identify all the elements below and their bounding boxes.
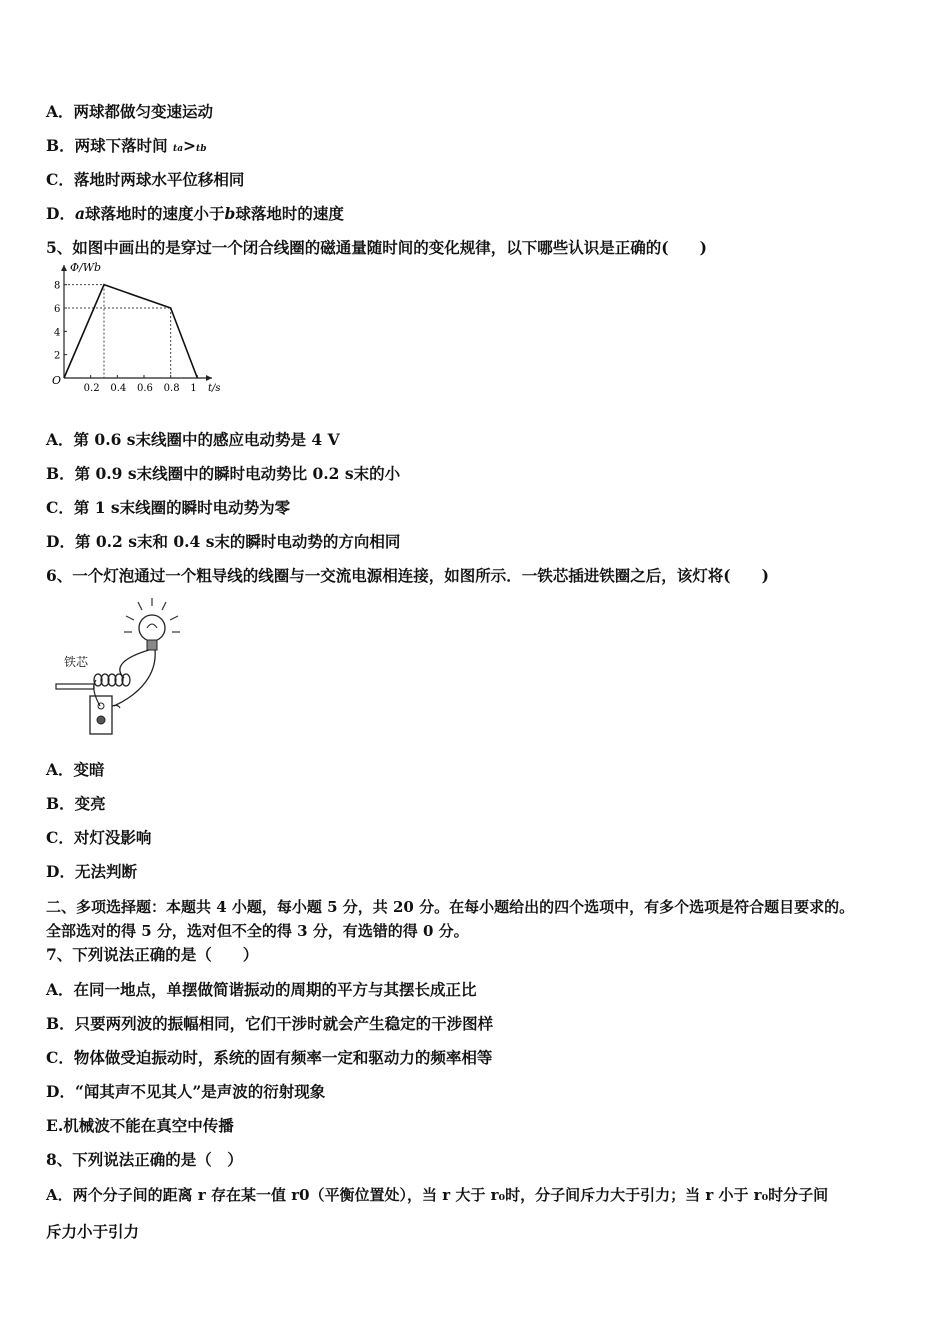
q4-option-b: B．两球下落时间 ta>tb	[46, 136, 207, 155]
y-axis-arrow	[61, 265, 67, 271]
q7-option-d: D．“闻其声不见其人”是声波的衍射现象	[46, 1082, 326, 1101]
q5-stem: 5、如图中画出的是穿过一个闭合线圈的磁通量随时间的变化规律，以下哪些认识是正确的( )	[46, 238, 707, 257]
q4-option-c: C．落地时两球水平位移相同	[46, 170, 245, 189]
x-tick-label: 0.6	[137, 383, 153, 394]
x-tick-label: 0.2	[83, 383, 100, 394]
x-tick-label: 0.4	[110, 383, 127, 394]
q5-option-b: B．第 0.9 s末线圈中的瞬时电动势比 0.2 s末的小	[46, 464, 401, 483]
q7-option-c: C．物体做受迫振动时，系统的固有频率一定和驱动力的频率相等	[46, 1048, 493, 1067]
x-tick-label: 0.8	[163, 383, 180, 394]
y-axis-label: Φ/Wb	[70, 261, 102, 274]
wire-right	[114, 650, 155, 706]
section2-line2: 全部选对的得 5 分，选对但不全的得 3 分，有选错的得 0 分。	[46, 922, 469, 940]
y-tick-label: 4	[54, 327, 61, 339]
q4-option-d: D．a球落地时的速度小于b球落地时的速度	[46, 204, 344, 223]
flux-time-graph	[44, 261, 221, 399]
iron-core-label: 铁芯	[64, 655, 89, 669]
q5-option-d: D．第 0.2 s末和 0.4 s末的瞬时电动势的方向相同	[46, 532, 401, 551]
q7-option-e: E.机械波不能在真空中传播	[46, 1116, 234, 1135]
q5-option-a: A．第 0.6 s末线圈中的感应电动势是 4 V	[46, 430, 340, 449]
y-tick-label: 8	[54, 280, 61, 292]
coil-icon	[94, 674, 130, 686]
q6-option-a: A．变暗	[46, 760, 105, 779]
wire-left	[120, 650, 149, 678]
x-axis-label: t/s	[208, 383, 221, 394]
q8-stem: 8、下列说法正确的是（ ）	[46, 1150, 243, 1169]
y-tick-label: 2	[54, 350, 61, 362]
origin-label: O	[52, 374, 62, 387]
q5-option-c: C．第 1 s末线圈的瞬时电动势为零	[46, 498, 291, 517]
q4-ta: ta	[173, 144, 184, 154]
q4-tb: tb	[196, 144, 207, 154]
q6-option-c: C．对灯没影响	[46, 828, 152, 847]
y-tick-label: 6	[54, 304, 61, 315]
x-tick-label: 1	[190, 383, 197, 394]
q6-stem: 6、一个灯泡通过一个粗导线的线圈与一交流电源相连接，如图所示．一铁芯插进铁圈之后，该灯将( )	[46, 566, 769, 585]
flux-series-line	[64, 285, 197, 378]
q8-option-a-line1: A．两个分子间的距离 r 存在某一值 r0（平衡位置处），当 r 大于 r₀时，分子间斥力大于引力；当 r 小于 r₀时分子间	[46, 1186, 829, 1204]
iron-core	[56, 684, 94, 689]
q6-option-d: D．无法判断	[46, 862, 137, 881]
q7-option-a: A．在同一地点，单摆做简谐振动的周期的平方与其摆长成正比	[46, 980, 477, 999]
x-axis-arrow	[206, 375, 212, 381]
q4-option-a: A．两球都做匀变速运动	[46, 102, 214, 121]
q7-option-b: B．只要两列波的振幅相同，它们干涉时就会产生稳定的干涉图样	[46, 1014, 494, 1033]
section2-line1: 二、多项选择题：本题共 4 小题，每小题 5 分，共 20 分。在每小题给出的四个选项中，有多个选项是符合题目要求的。	[46, 898, 855, 916]
q6-option-b: B．变亮	[46, 794, 106, 813]
q8-option-a-line2: 斥力小于引力	[46, 1222, 140, 1241]
bulb-base	[147, 640, 157, 650]
power-socket	[90, 696, 112, 734]
q7-stem: 7、下列说法正确的是（ ）	[46, 945, 259, 964]
lamp-coil-diagram	[52, 598, 182, 738]
bulb-icon	[139, 615, 165, 641]
